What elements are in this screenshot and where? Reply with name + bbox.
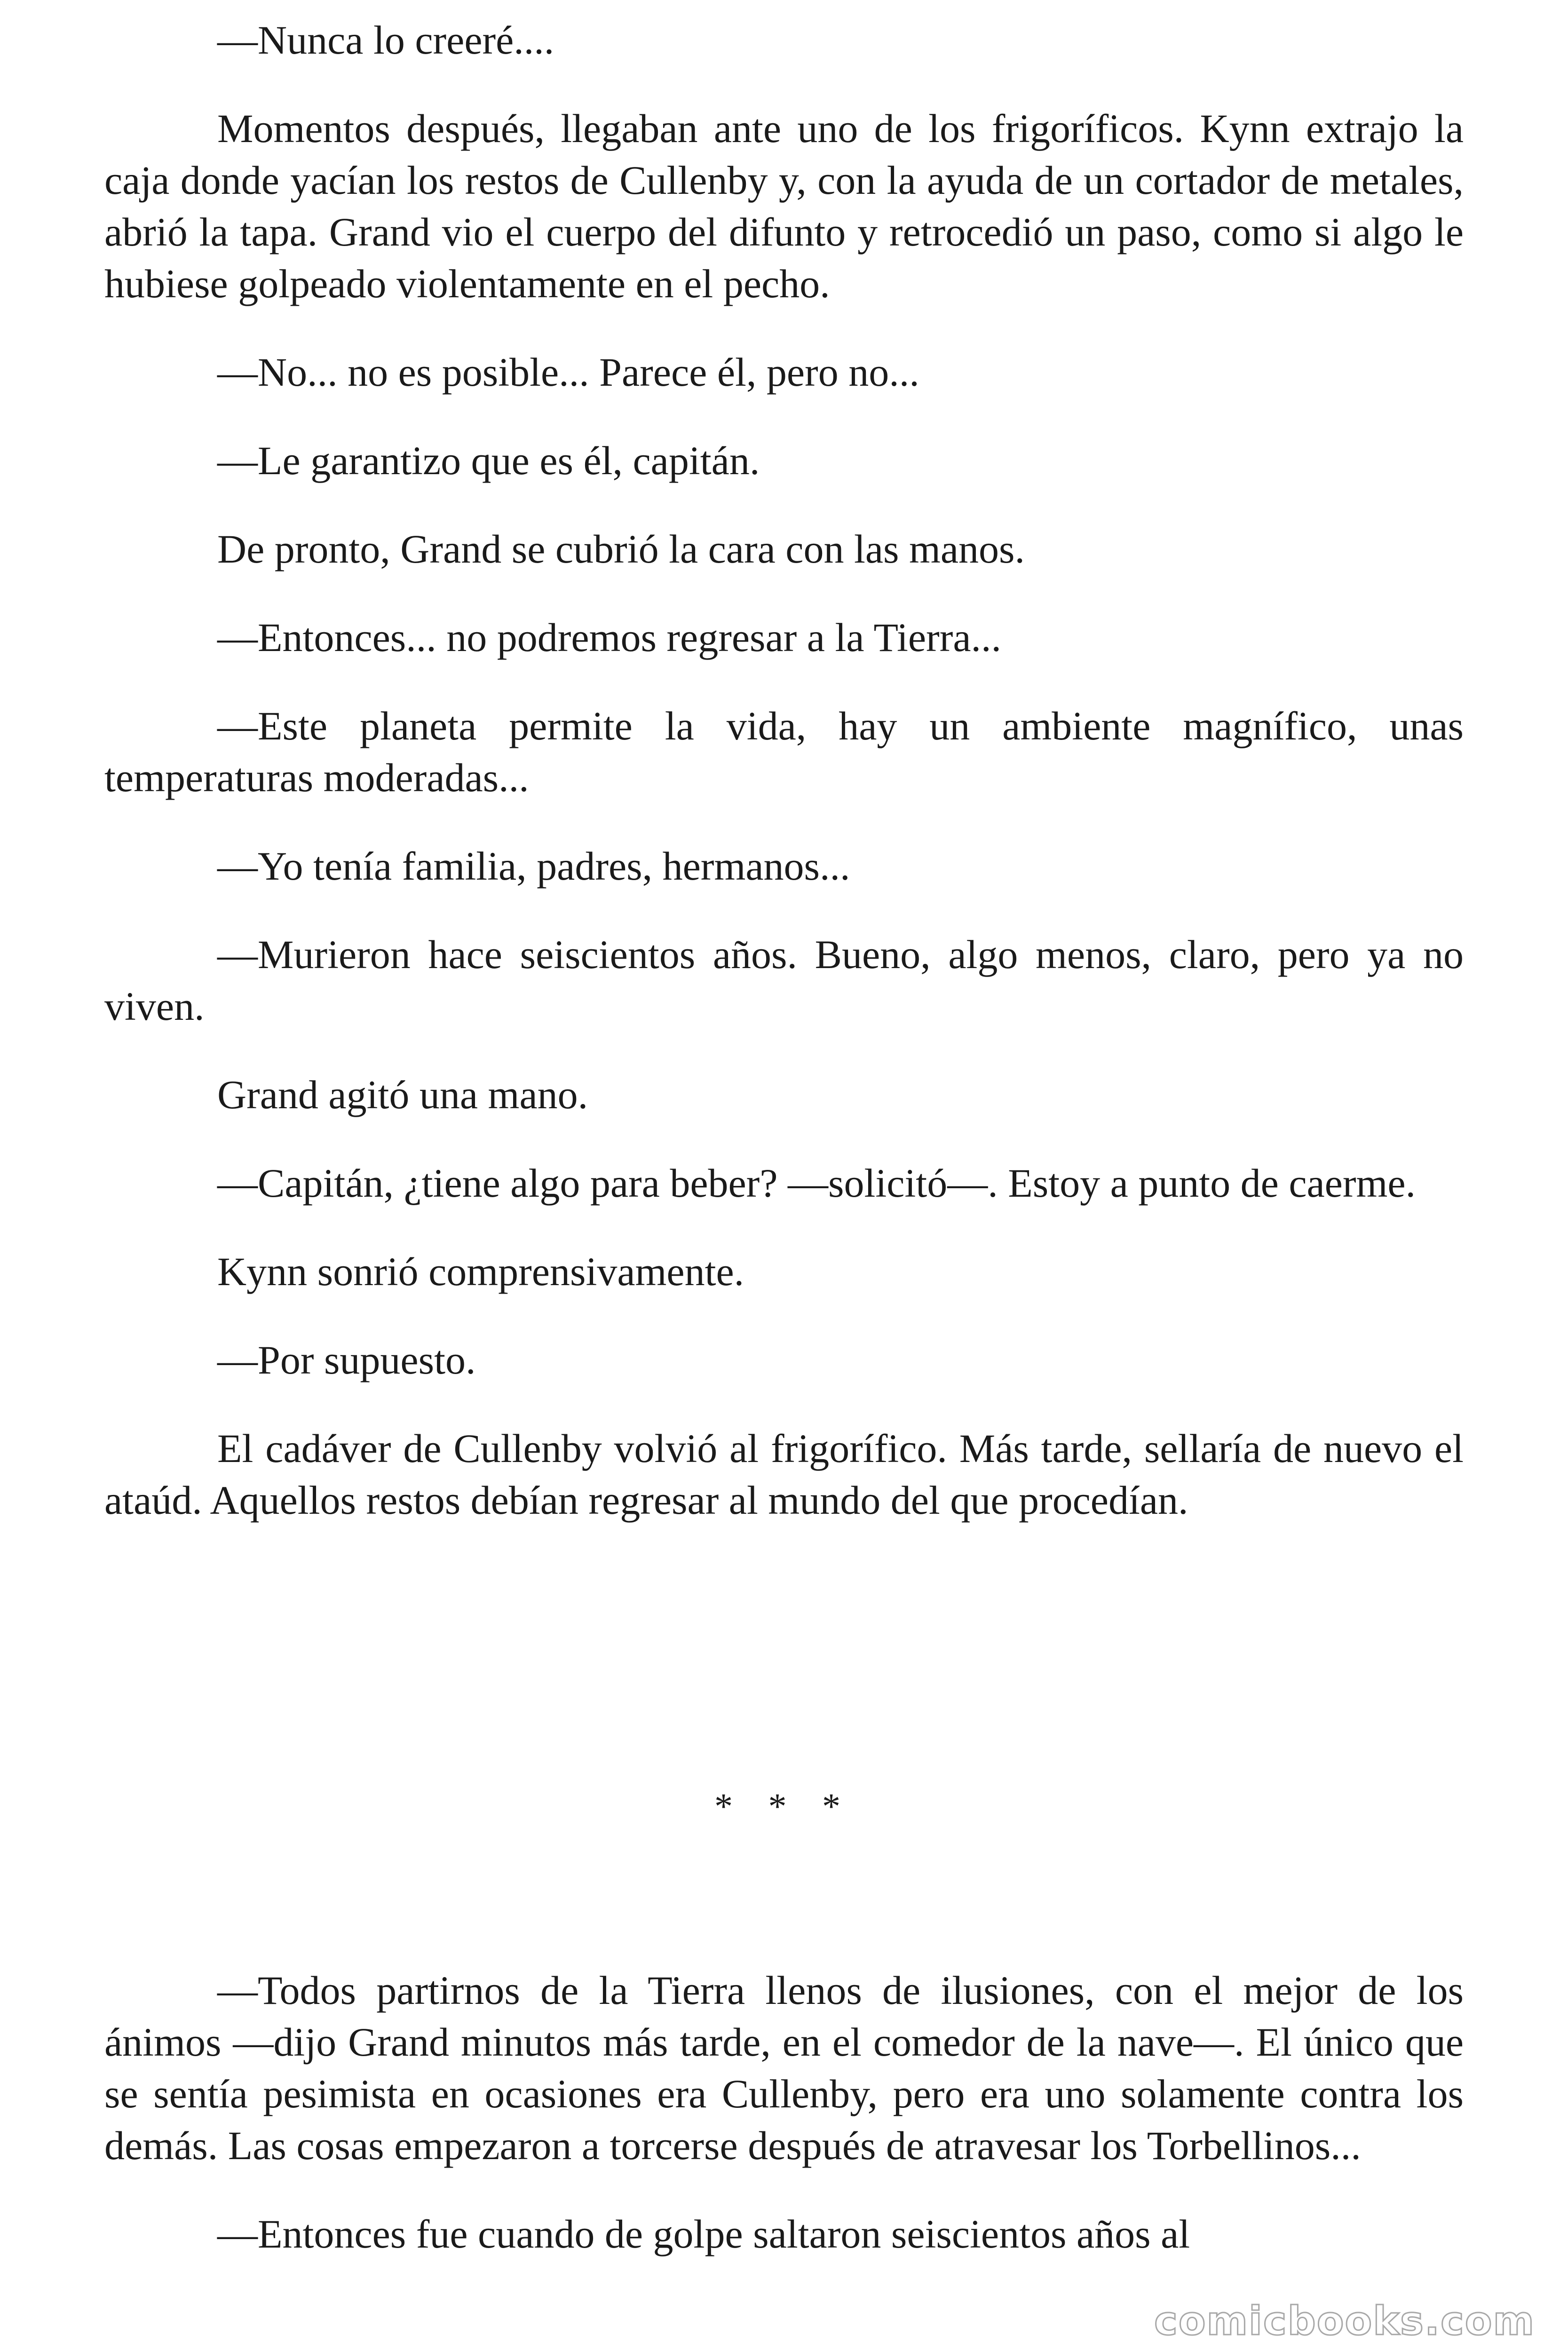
paragraph: Grand agitó una mano. [217, 1072, 588, 1117]
paragraph: —Yo tenía familia, padres, hermanos... [217, 843, 850, 889]
paragraph: Kynn sonrió comprensivamente. [217, 1249, 744, 1294]
watermark: comicbooks.com [1154, 2298, 1535, 2344]
body-text-continued [104, 1964, 1464, 2296]
paragraph: —Entonces... no podremos regresar a la Tierra... [217, 615, 1002, 660]
paragraph: —Todos partirnos de la Tierra llenos de ilusiones, con el mejor de los ánimos —dijo Grand minutos más tarde, en el comedor de la nave—. El único que se sentía pesimista en ocasiones era Cullenby, pero era uno solamente contra los demás. Las cosas empezaron a torcerse después de atravesar los Torbellinos... [104, 1968, 1464, 2168]
paragraph: —Entonces fue cuando de golpe saltaron seiscientos años al [217, 2211, 1190, 2257]
paragraph: El cadáver de Cullenby volvió al frigorífico. Más tarde, sellaría de nuevo el ataúd. Aquellos restos debían regresar al mundo del que procedían. [104, 1426, 1464, 1523]
section-separator: * * * [714, 1786, 854, 1827]
paragraph: —Murieron hace seiscientos años. Bueno, algo menos, claro, pero ya no viven. [104, 932, 1464, 1029]
paragraph: —Este planeta permite la vida, hay un ambiente magnífico, unas temperaturas moderadas... [104, 703, 1464, 800]
paragraph: —Capitán, ¿tiene algo para beber? —solicitó—. Estoy a punto de caerme. [217, 1160, 1416, 1206]
paragraph: De pronto, Grand se cubrió la cara con las manos. [217, 526, 1025, 572]
paragraph: Momentos después, llegaban ante uno de los frigoríficos. Kynn extrajo la caja donde yacían los restos de Cullenby y, con la ayuda de un cortador de metales, abrió la tapa. Grand vio el cuerpo del difunto y retrocedió un paso, como si algo le hubiese golpeado violentamente en el pecho. [104, 106, 1464, 306]
paragraph: —Por supuesto. [217, 1337, 476, 1383]
paragraph: —Nunca lo creeré.... [217, 17, 554, 63]
body-text [104, 14, 1464, 1563]
paragraph: —Le garantizo que es él, capitán. [217, 438, 760, 483]
paragraph: —No... no es posible... Parece él, pero no... [217, 350, 919, 395]
